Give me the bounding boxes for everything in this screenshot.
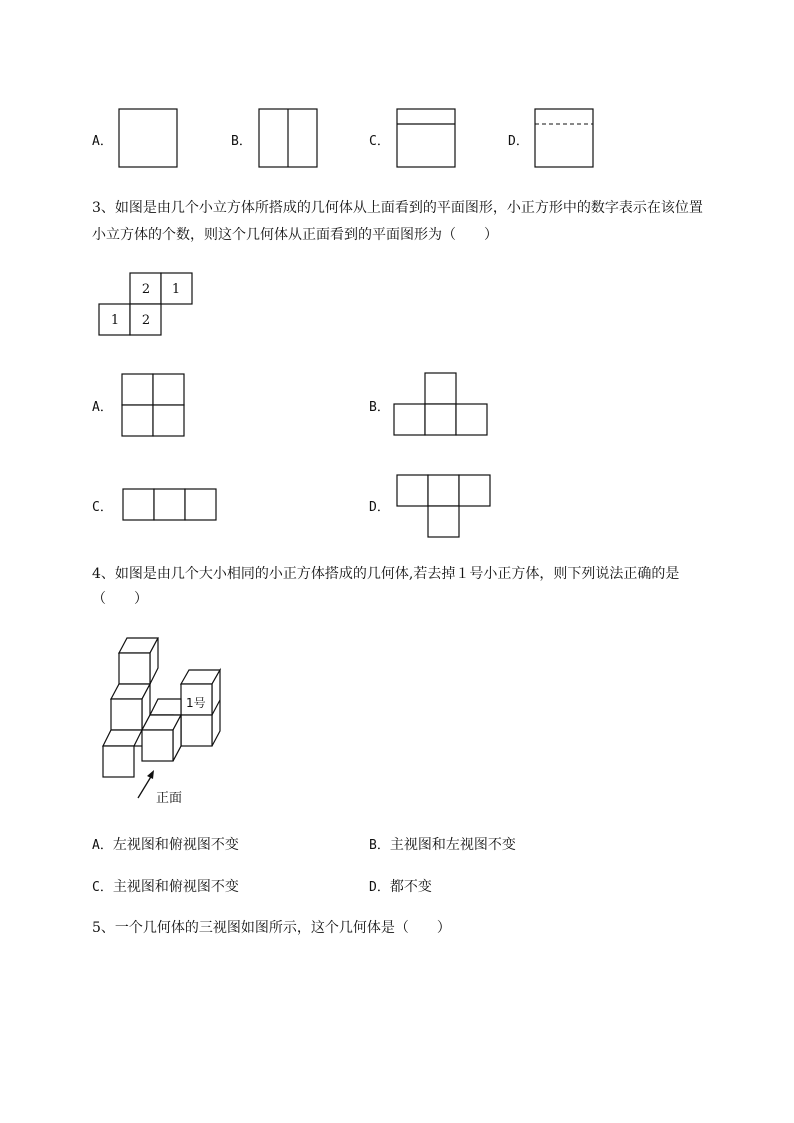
q2-option-c-label[interactable]: C． xyxy=(369,134,390,149)
front-arrow-icon xyxy=(138,770,154,798)
square xyxy=(119,109,177,167)
q3-option-a-figure xyxy=(121,373,185,437)
cube-bottom-left xyxy=(103,730,142,777)
square xyxy=(397,109,455,167)
square xyxy=(535,109,593,167)
q4-option-c-label: C． xyxy=(92,880,113,895)
q4-option-d-label: D． xyxy=(369,880,390,895)
cube-bottom-front xyxy=(142,715,181,761)
q4-option-a-text: 左视图和俯视图不变 xyxy=(112,837,239,853)
q2-option-b-label[interactable]: B． xyxy=(231,134,252,149)
grid-number-top-left: 2 xyxy=(141,282,151,297)
q2-option-c-figure xyxy=(396,108,456,170)
q2-option-d-figure xyxy=(534,108,594,168)
cube-middle-left xyxy=(111,684,150,730)
q2-option-a-figure xyxy=(118,108,178,168)
q3-text-line2: 小立方体的个数，则这个几何体从正面看到的平面图形为（ ） xyxy=(92,227,498,243)
q4-option-c-text: 主视图和俯视图不变 xyxy=(112,879,239,895)
q5-text: 5、一个几何体的三视图如图所示，这个几何体是（ ） xyxy=(92,920,451,936)
q2-option-d-label[interactable]: D． xyxy=(508,134,529,149)
q3-text-line1: 3、如图是由几个小立方体所搭成的几何体从上面看到的平面图形，小正方形中的数字表示在该位置 xyxy=(92,200,703,216)
q3-option-c-figure xyxy=(122,488,218,521)
q4-option-c[interactable] xyxy=(92,874,239,901)
q4-option-d[interactable] xyxy=(369,874,432,901)
q2-option-b-figure xyxy=(258,108,318,168)
q3-option-d-figure xyxy=(396,474,492,538)
q3-top-view-grid xyxy=(98,272,194,336)
grid-number-bottom-right: 2 xyxy=(141,313,151,328)
grid-number-bottom-left: 1 xyxy=(110,313,120,328)
q3-option-a-label[interactable]: A． xyxy=(92,400,113,415)
cube-top xyxy=(119,638,158,684)
q4-option-b[interactable] xyxy=(369,832,516,859)
front-label: 正面 xyxy=(156,791,183,806)
q4-option-a-label: A． xyxy=(92,838,113,853)
q3-option-d-label[interactable]: D． xyxy=(369,500,390,515)
q4-option-b-label: B． xyxy=(369,838,390,853)
q3-option-c-label[interactable]: C． xyxy=(92,500,113,515)
q4-cube-figure xyxy=(100,636,230,811)
q2-option-a-label[interactable]: A． xyxy=(92,134,113,149)
q3-option-b-figure xyxy=(393,372,489,436)
q4-text-line1: 4、如图是由几个大小相同的小正方体搭成的几何体,若去掉１号小正方体，则下列说法正确的是 xyxy=(92,566,680,582)
q4-option-b-text: 主视图和左视图不变 xyxy=(389,837,516,853)
q4-option-a[interactable] xyxy=(92,832,239,859)
cube-number-one-stack xyxy=(181,670,220,746)
q4-option-d-text: 都不变 xyxy=(389,879,432,895)
q3-option-b-label[interactable]: B． xyxy=(369,400,390,415)
grid-number-top-right: 1 xyxy=(171,282,181,297)
cube-label-1: 1号 xyxy=(186,696,206,710)
q4-text-line2: （ ） xyxy=(92,591,148,607)
